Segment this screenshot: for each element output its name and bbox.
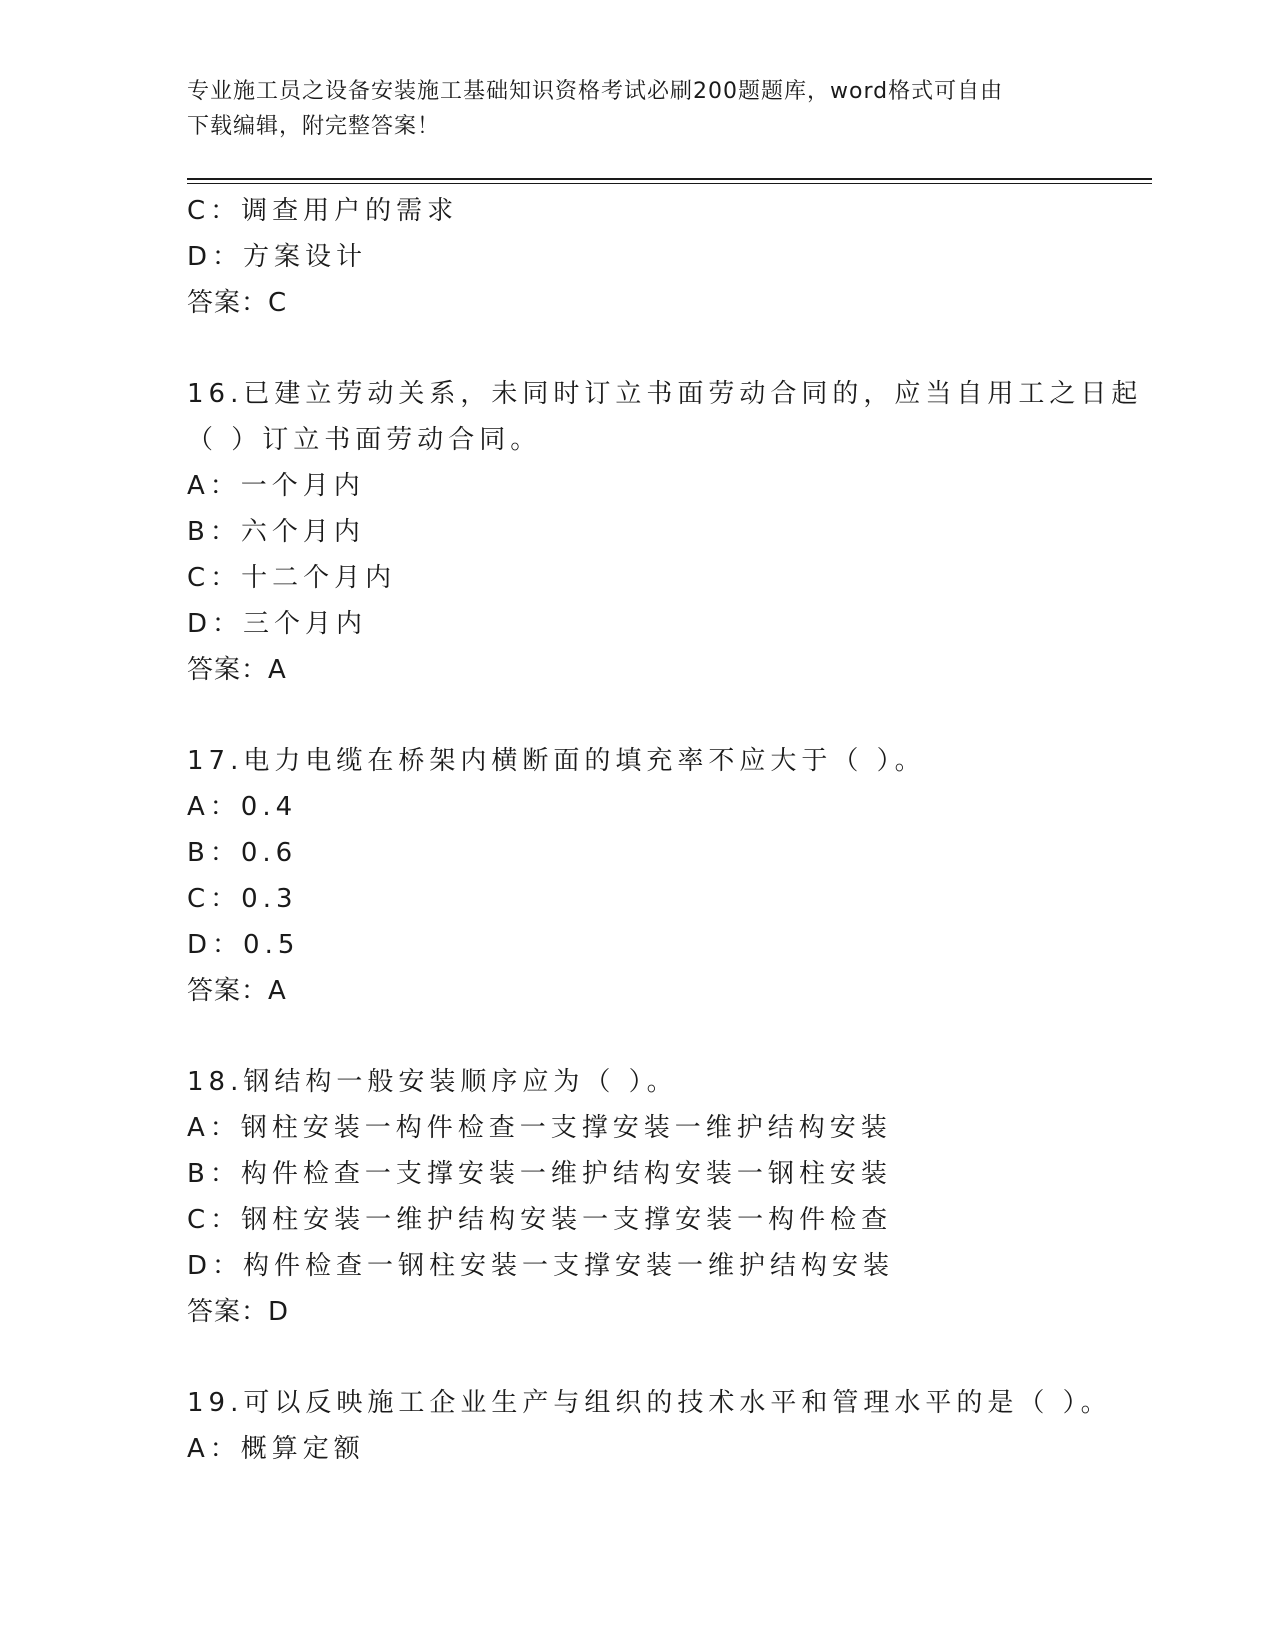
option-d: D：构件检查一钢柱安装一支撑安装一维护结构安装: [187, 1251, 895, 1281]
option-c: C：钢柱安装一维护结构安装一支撑安装一构件检查: [187, 1205, 893, 1235]
question-19: [187, 1380, 1152, 1472]
question-17: [187, 738, 1152, 1014]
option-c: C：0.3: [187, 884, 298, 914]
header-title-line-1: 专业施工员之设备安装施工基础知识资格考试必刷200题题库，word格式可自由: [187, 79, 1004, 104]
question-text-line-2: （ ）订立书面劳动合同。: [187, 425, 542, 455]
option-a: A：概算定额: [187, 1434, 365, 1464]
answer: 答案：D: [187, 1297, 290, 1327]
spacer: [187, 1335, 1152, 1380]
option-c: C：十二个月内: [187, 563, 397, 593]
question-15: [187, 188, 1152, 326]
question-text: 18.钢结构一般安装顺序应为（ ）。: [187, 1067, 678, 1097]
question-18: [187, 1059, 1152, 1335]
option-d: D：方案设计: [187, 242, 368, 272]
answer: 答案：C: [187, 288, 288, 318]
question-text-line-1: 16.已建立劳动关系，未同时订立书面劳动合同的，应当自用工之日起: [187, 379, 1143, 409]
question-text: 19.可以反映施工企业生产与组织的技术水平和管理水平的是（ ）。: [187, 1388, 1112, 1418]
option-a: A：钢柱安装一构件检查一支撑安装一维护结构安装: [187, 1113, 892, 1143]
spacer: [187, 1014, 1152, 1059]
option-b: B：六个月内: [187, 517, 365, 547]
option-a: A：0.4: [187, 792, 298, 822]
header-divider-thick: [187, 178, 1152, 180]
answer: 答案：A: [187, 655, 287, 685]
option-b: B：构件检查一支撑安装一维护结构安装一钢柱安装: [187, 1159, 892, 1189]
option-a: A：一个月内: [187, 471, 365, 501]
header-divider-thin: [187, 183, 1152, 184]
option-d: D：0.5: [187, 930, 300, 960]
header-title-line-2: 下载编辑，附完整答案！: [187, 114, 441, 139]
spacer: [187, 326, 1152, 371]
question-text: 17.电力电缆在桥架内横断面的填充率不应大于（ ）。: [187, 746, 926, 776]
option-c: C：调查用户的需求: [187, 196, 459, 226]
question-16: [187, 371, 1152, 693]
option-d: D：三个月内: [187, 609, 368, 639]
spacer: [187, 693, 1152, 738]
answer: 答案：A: [187, 976, 287, 1006]
option-b: B：0.6: [187, 838, 298, 868]
document-header: [187, 74, 1067, 144]
question-list: [187, 188, 1152, 1472]
